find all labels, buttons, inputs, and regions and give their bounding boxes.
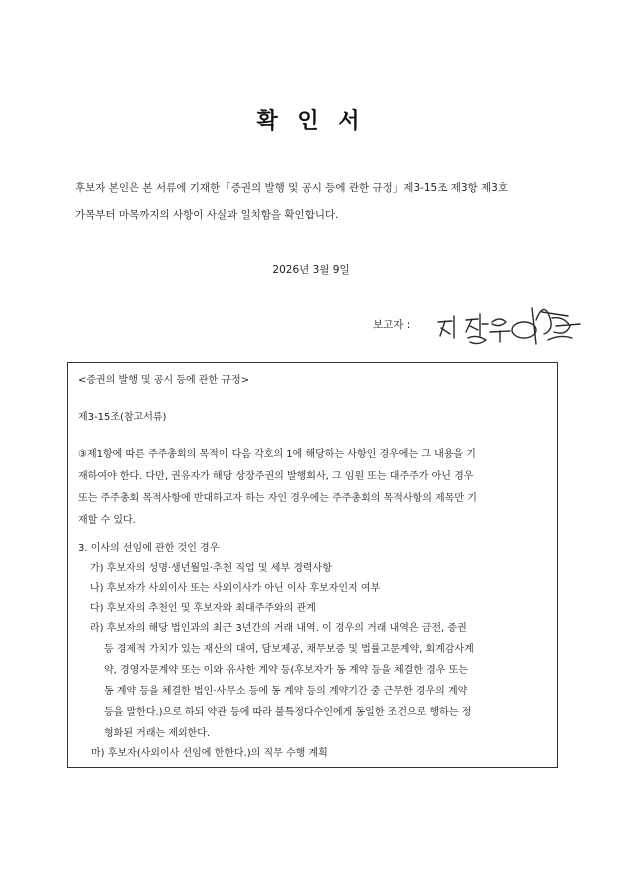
paragraph-line: 재할 수 있다. bbox=[78, 515, 136, 526]
document-date: 2026년 3월 9일 bbox=[272, 264, 350, 276]
list-item-ra-cont: 약, 경영자문계약 또는 이와 유사한 계약 등(후보자가 동 계약 등을 체결한 경우 또는 bbox=[104, 665, 469, 676]
list-item-ra-cont: 동 계약 등을 체결한 법인·사무소 등에 동 계약 등의 계약기간 중 근무한 경우의 계약 bbox=[104, 686, 468, 697]
reporter-label: 보고자 : bbox=[373, 319, 411, 331]
paragraph-line: 재하여야 한다. 다만, 권유자가 해당 상장주권의 발행회사, 그 임원 또는 대주주가 아닌 경우 bbox=[78, 471, 474, 482]
list-item-ga: 가) 후보자의 성명·생년월일·추천 직업 및 세부 경력사항 bbox=[90, 563, 332, 574]
list-item-ra-cont: 형화된 거래는 제외한다. bbox=[104, 728, 211, 739]
list-item-ra: 라) 후보자의 해당 법인과의 최근 3년간의 거래 내역. 이 경우의 거래 내역은 금전, 증권 bbox=[90, 623, 467, 634]
handwritten-signature bbox=[432, 290, 582, 350]
paragraph-line: 또는 주주총회 목적사항에 반대하고자 하는 자인 경우에는 주주총회의 목적사항의 제목만 기 bbox=[78, 493, 477, 504]
list-item-ra-cont: 등 경제적 가치가 있는 재산의 대여, 담보제공, 채무보증 및 법률고문계약, 회계감사계 bbox=[104, 644, 474, 655]
list-item-ra-cont: 등을 말한다.)으로 하되 약관 등에 따라 불특정다수인에게 동일한 조건으로 행하는 정 bbox=[104, 707, 472, 718]
document-title: 확 인 서 bbox=[256, 109, 366, 134]
confirmation-text-line-2: 가목부터 마목까지의 사항이 사실과 일치함을 확인합니다. bbox=[75, 209, 339, 221]
regulation-article: 제3-15조(참고서류) bbox=[78, 412, 167, 423]
list-item-da: 다) 후보자의 추천인 및 후보자와 최대주주와의 관계 bbox=[90, 603, 316, 614]
item-3-heading: 3. 이사의 선임에 관한 것인 경우 bbox=[78, 543, 220, 554]
regulation-excerpt-box bbox=[67, 362, 558, 768]
list-item-na: 나) 후보자가 사외이사 또는 사외이사가 아닌 이사 후보자인지 여부 bbox=[90, 583, 381, 594]
regulation-heading: <증권의 발행 및 공시 등에 관한 규정> bbox=[78, 375, 250, 386]
list-item-ma: 마) 후보자(사외이사 선임에 한한다.)의 직무 수행 계획 bbox=[91, 748, 328, 759]
paragraph-line: ③제1항에 따른 주주총회의 목적이 다음 각호의 1에 해당하는 사항인 경우에는 그 내용을 기 bbox=[78, 449, 476, 460]
confirmation-text-line-1: 후보자 본인은 본 서류에 기재한「증권의 발행 및 공시 등에 관한 규정」제3-15조 제3항 제3호 bbox=[75, 182, 508, 194]
